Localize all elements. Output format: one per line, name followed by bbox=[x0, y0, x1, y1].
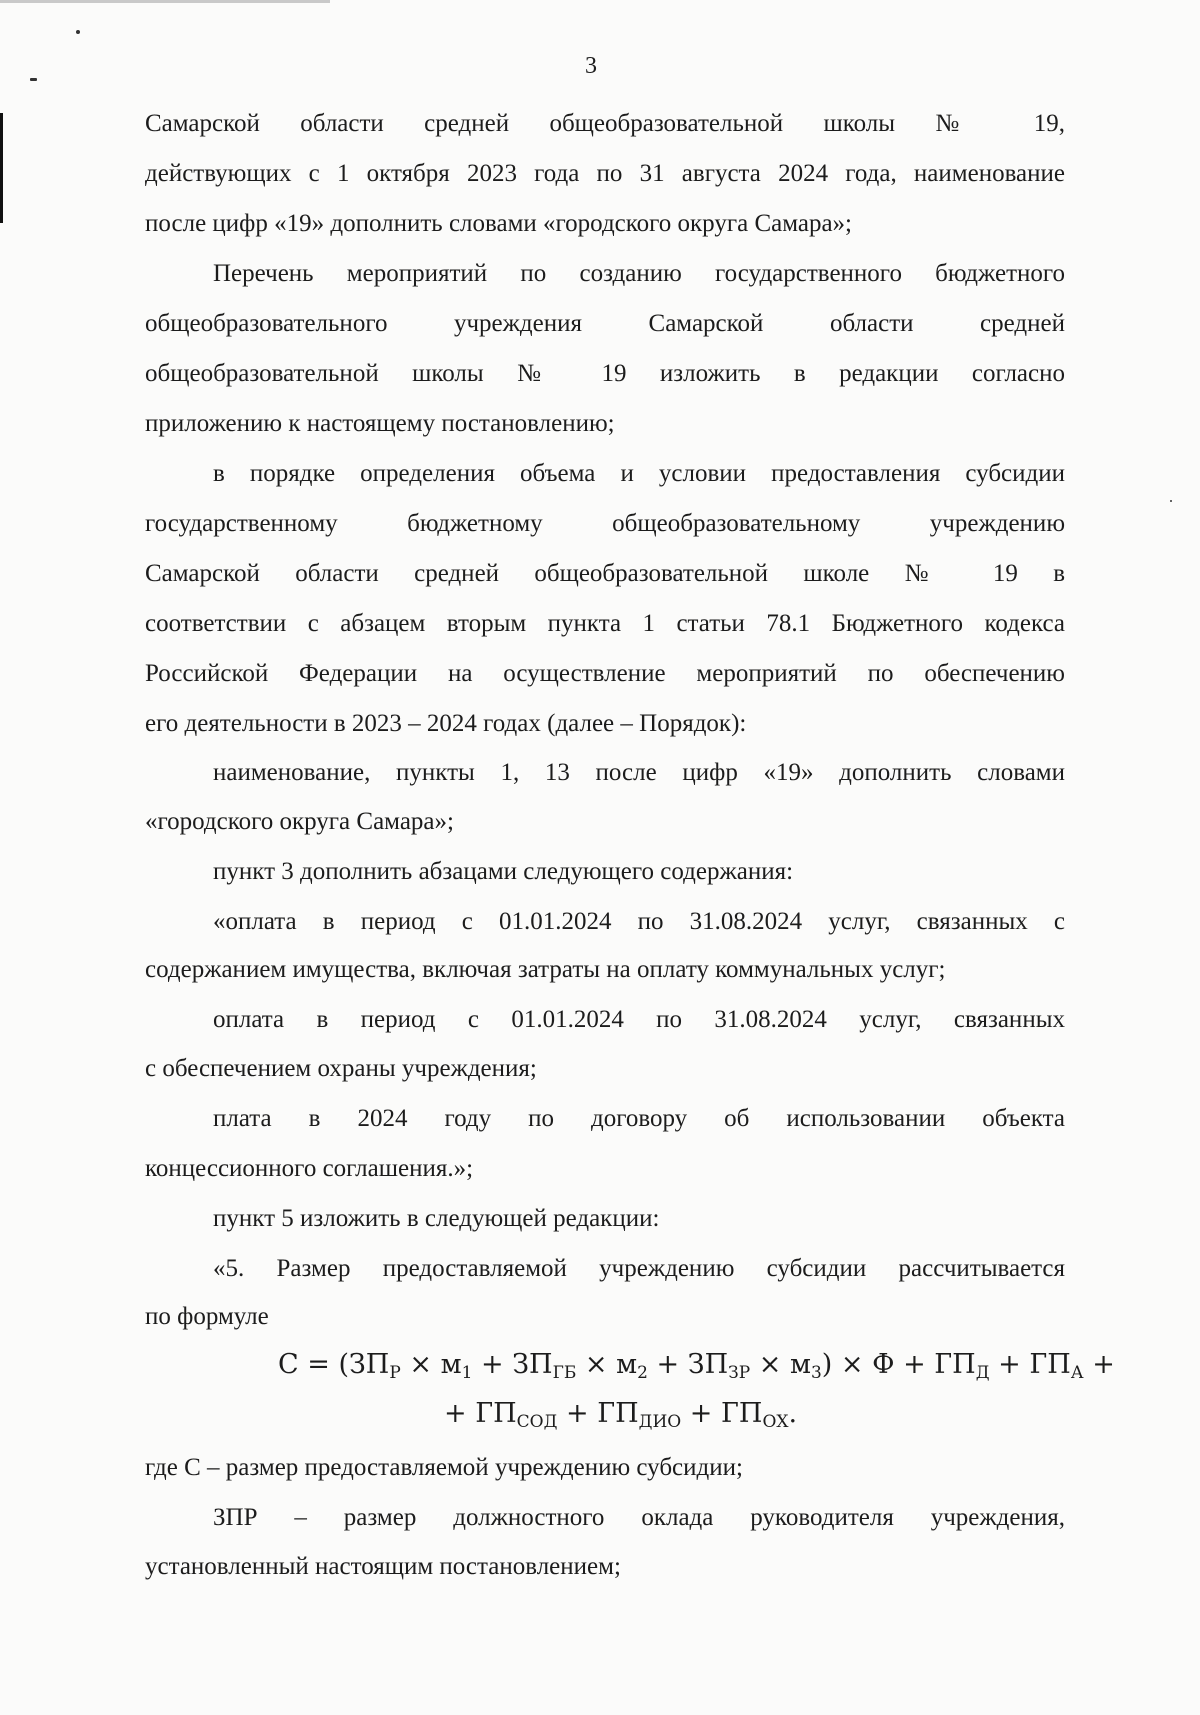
formula-sub: 3 bbox=[810, 1363, 822, 1383]
text-line: по формуле bbox=[145, 1303, 269, 1330]
text-line: Самарской области средней общеобразовательной школы № 19, bbox=[145, 110, 1065, 137]
text-line: установленный настоящим постановлением; bbox=[145, 1553, 621, 1580]
formula-sub: Р bbox=[389, 1363, 401, 1383]
text-line: соответствии с абзацем вторым пункта 1 статьи 78.1 Бюджетного кодекса bbox=[145, 610, 1065, 637]
formula-sub: ГБ bbox=[552, 1363, 577, 1383]
text-line: его деятельности в 2023 – 2024 годах (далее – Порядок): bbox=[145, 710, 747, 737]
formula-part: × м bbox=[400, 1349, 462, 1380]
text-line: с обеспечением охраны учреждения; bbox=[145, 1055, 537, 1082]
text-line: Перечень мероприятий по созданию государственного бюджетного bbox=[213, 260, 1065, 287]
text-line: «5. Размер предоставляемой учреждению субсидии рассчитывается bbox=[213, 1255, 1065, 1282]
scan-left-bar bbox=[0, 113, 3, 223]
formula-part: + ГП bbox=[557, 1398, 639, 1429]
text-line: государственному бюджетному общеобразовательному учреждению bbox=[145, 510, 1065, 537]
text-line: общеобразовательной школы № 19 изложить в редакции согласно bbox=[145, 360, 1065, 387]
scan-speck bbox=[30, 78, 37, 81]
text-line: Российской Федерации на осуществление мероприятий по обеспечению bbox=[145, 660, 1065, 687]
text-line: пункт 3 дополнить абзацами следующего содержания: bbox=[213, 858, 794, 885]
page-number: 3 bbox=[585, 53, 597, 79]
text-line: ЗПР – размер должностного оклада руководителя учреждения, bbox=[213, 1504, 1065, 1531]
formula-sub: 1 bbox=[461, 1363, 473, 1383]
formula-part: + ЗП bbox=[472, 1349, 553, 1380]
formula-sub: Д bbox=[975, 1363, 990, 1383]
text-line: Самарской области средней общеобразовательной школе № 19 в bbox=[145, 560, 1065, 587]
formula-part: + ГП bbox=[444, 1398, 517, 1429]
formula-sub: А bbox=[1070, 1363, 1084, 1383]
text-line: в порядке определения объема и условии предоставления субсидии bbox=[213, 460, 1065, 487]
text-line: общеобразовательного учреждения Самарской области средней bbox=[145, 310, 1065, 337]
text-line: после цифр «19» дополнить словами «городского округа Самара»; bbox=[145, 210, 853, 237]
formula-line-1 bbox=[278, 1348, 1115, 1390]
text-line: оплата в период с 01.01.2024 по 31.08.2024 услуг, связанных bbox=[213, 1006, 1065, 1033]
text-line: концессионного соглашения.»; bbox=[145, 1155, 474, 1182]
text-line: плата в 2024 году по договору об использовании объекта bbox=[213, 1105, 1065, 1132]
formula-sub: ОХ bbox=[762, 1412, 789, 1432]
text-line: приложению к настоящему постановлению; bbox=[145, 410, 615, 437]
formula-part: × м bbox=[750, 1349, 811, 1380]
formula-part: С = (ЗП bbox=[278, 1349, 390, 1380]
text-line: где С – размер предоставляемой учреждению субсидии; bbox=[145, 1454, 743, 1481]
text-line: действующих с 1 октября 2023 года по 31 августа 2024 года, наименование bbox=[145, 160, 1065, 187]
text-line: содержанием имущества, включая затраты на оплату коммунальных услуг; bbox=[145, 956, 946, 983]
formula-part: . bbox=[788, 1398, 798, 1429]
formula-sub: СОД bbox=[516, 1412, 558, 1432]
text-line: «оплата в период с 01.01.2024 по 31.08.2024 услуг, связанных с bbox=[213, 908, 1065, 935]
formula-part: + bbox=[1083, 1349, 1115, 1380]
scan-speck bbox=[1170, 500, 1172, 502]
formula-sub: ЗР bbox=[728, 1363, 751, 1383]
formula-part: + ГП bbox=[681, 1398, 763, 1429]
formula-line-2 bbox=[444, 1397, 797, 1439]
text-line: наименование, пункты 1, 13 после цифр «19» дополнить словами bbox=[213, 759, 1065, 786]
formula-part: ) × Ф + ГП bbox=[821, 1349, 976, 1380]
text-line: пункт 5 изложить в следующей редакции: bbox=[213, 1205, 660, 1232]
formula-sub: ДИО bbox=[638, 1412, 682, 1432]
formula-part: + ГП bbox=[989, 1349, 1071, 1380]
scan-top-edge bbox=[0, 0, 330, 3]
formula-sub: 2 bbox=[637, 1363, 648, 1383]
formula-part: × м bbox=[576, 1349, 638, 1380]
scan-speck bbox=[76, 30, 80, 34]
formula-part: + ЗП bbox=[647, 1349, 729, 1380]
text-line: «городского округа Самара»; bbox=[145, 808, 454, 835]
